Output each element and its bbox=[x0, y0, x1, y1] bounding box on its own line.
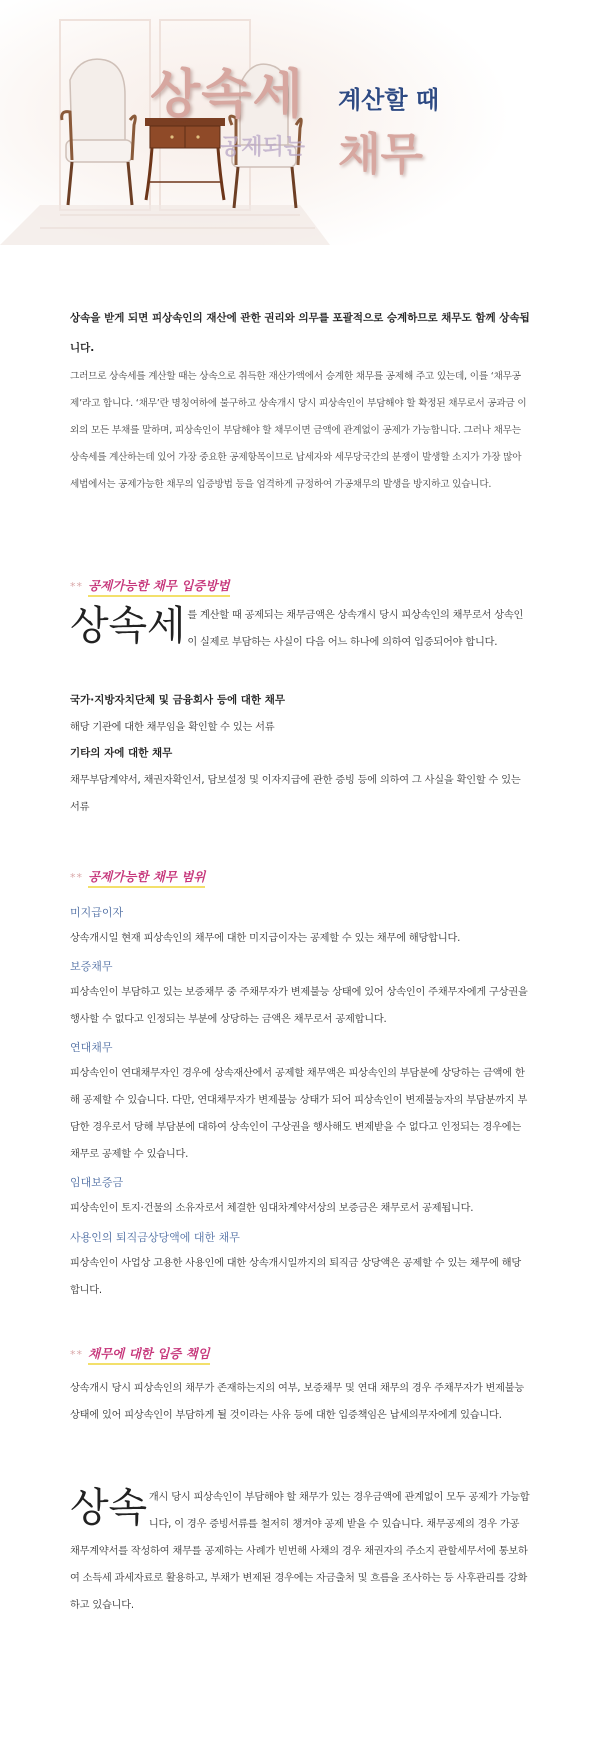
section1-paragraph bbox=[70, 602, 530, 656]
section2-item5-text: 피상속인이 사업상 고용한 사용인에 대한 상속개시일까지의 퇴직금 상당액은 공제할 수 있는 채무에 해당합니다. bbox=[70, 1258, 522, 1296]
section3-title: 채무에 대한 입증 책임 bbox=[88, 1344, 210, 1365]
section2-item1-head: 미지급이자 bbox=[70, 906, 124, 919]
section1-item1-text: 해당 기관에 대한 채무임을 확인할 수 있는 서류 bbox=[70, 722, 275, 733]
section2-item4-head: 임대보증금 bbox=[70, 1176, 124, 1189]
section2-item2-head: 보증채무 bbox=[70, 960, 113, 973]
section1-item2-head: 기타의 자에 대한 채무 bbox=[70, 747, 173, 759]
section3-paragraph: 상속개시 당시 피상속인의 채무가 존재하는지의 여부, 보증채무 및 연대 채무의 경우 주채무자가 변제불능 상태에 있어 피상속인이 부담하게 될 것이라는 사유 등에 대한 입증책임은 납세의무자에게 있습니다. bbox=[70, 1383, 525, 1421]
section3-dropcap: 상속 bbox=[70, 1485, 147, 1531]
section2-item1-text: 상속개시일 현재 피상속인의 채무에 대한 미지급이자는 공제할 수 있는 채무에 해당합니다. bbox=[70, 933, 461, 944]
hero-title-main: 상속세 bbox=[150, 64, 304, 125]
section1-item2-text: 채무부담계약서, 채권자확인서, 담보설정 및 이자지급에 관한 증빙 등에 의하여 그 사실을 확인할 수 있는 서류 bbox=[70, 775, 521, 813]
intro-body: 그러므로 상속세를 계산할 때는 상속으로 취득한 재산가액에서 승계한 채무를 공제해 주고 있는데, 이를 ‘채무공제’라고 합니다. ‘채무’란 명칭여하에 불구하고 상속개시 당시 피상속인이 부담해야 할 확정된 채무로서 공과금 이외의 모든 부채를 말하며, 피상속인이 부담해야 할 채무이면 금액에 관계없이 공제가 가능합니다. 그러나 채무는 상속세를 계산하는데 있어 가장 중요한 공제항목이므로 납세자와 세무당국간의 분쟁이 발생할 소지가 가장 많아 세법에서는 공제가능한 채무의 입증방법 등을 엄격하게 규정하여 가공채무의 발생을 방지하고 있습니다. bbox=[70, 371, 527, 490]
hero-title-sub: 계산할 때 bbox=[338, 86, 440, 114]
section3-para2-text: 개시 당시 피상속인이 부담해야 할 채무가 있는 경우금액에 관계없이 모두 공제가 가능합니다, 이 경우 증빙서류를 철저히 챙겨야 공제 받을 수 있습니다. 채무공제의 경우 가공 채무계약서를 작성하여 채무를 공제하는 사례가 빈번해 사채의 경우 채권자의 주소지 관할세무서에 통보하여 소득세 과세자료로 활용하고, 부채가 변제된 경우에는 자금출처 및 흐름을 조사하는 등 사후관리를 강화하고 있습니다. bbox=[70, 1492, 530, 1611]
section1-item1-head: 국가·지방자치단체 및 금융회사 등에 대한 채무 bbox=[70, 694, 285, 706]
section2-item3-text: 피상속인이 연대채무자인 경우에 상속재산에서 공제할 채무액은 피상속인의 부담분에 상당하는 금액에 한해 공제할 수 있습니다. 다만, 연대채무자가 변제불능 상태가 되어 피상속인이 변제불능자의 부담분까지 부담한 경우로서 당해 부담분에 대하여 상속인이 구상권을 행사해도 변제받을 수 없다고 인정되는 경우에는 채무로 공제할 수 있습니다. bbox=[70, 1068, 528, 1160]
section1-dropcap: 상속세 bbox=[70, 603, 186, 649]
section1-stars: ** bbox=[70, 579, 83, 593]
hero-title-faint: 공제되는 bbox=[220, 135, 306, 160]
section2-title: 공제가능한 채무 범위 bbox=[88, 867, 205, 888]
hero-banner bbox=[0, 0, 600, 245]
section2-item5-head: 사용인의 퇴직금상당액에 대한 채무 bbox=[70, 1231, 240, 1244]
section1-title: 공제가능한 채무 입증방법 bbox=[88, 576, 230, 597]
section2-header bbox=[70, 865, 205, 889]
armchair-left-icon bbox=[62, 59, 136, 205]
section3-paragraph2 bbox=[70, 1484, 530, 1619]
section1-header bbox=[70, 574, 230, 598]
section1-para-text: 를 계산할 때 공제되는 채무금액은 상속개시 당시 피상속인의 채무로서 상속인이 실제로 부담하는 사실이 다음 어느 하나에 의하여 입증되어야 합니다. bbox=[187, 610, 524, 648]
section3-stars: ** bbox=[70, 1347, 83, 1361]
section2-item2-text: 피상속인이 부담하고 있는 보증채무 중 주채무자가 변제불능 상태에 있어 상속인이 주채무자에게 구상권을 행사할 수 없다고 인정되는 부분에 상당하는 금액은 채무로서 공제합니다. bbox=[70, 987, 528, 1025]
side-table-icon bbox=[145, 118, 225, 200]
section2-stars: ** bbox=[70, 870, 83, 884]
intro-lead: 상속을 받게 되면 피상속인의 재산에 관한 권리와 의무를 포괄적으로 승계하므로 채무도 함께 상속됩니다. bbox=[70, 312, 530, 354]
hero-title-end: 채무 bbox=[338, 129, 424, 180]
section3-header bbox=[70, 1342, 210, 1366]
section2-item4-text: 피상속인이 토지·건물의 소유자로서 체결한 임대차계약서상의 보증금은 채무로서 공제됩니다. bbox=[70, 1203, 474, 1214]
section2-item3-head: 연대채무 bbox=[70, 1041, 113, 1054]
